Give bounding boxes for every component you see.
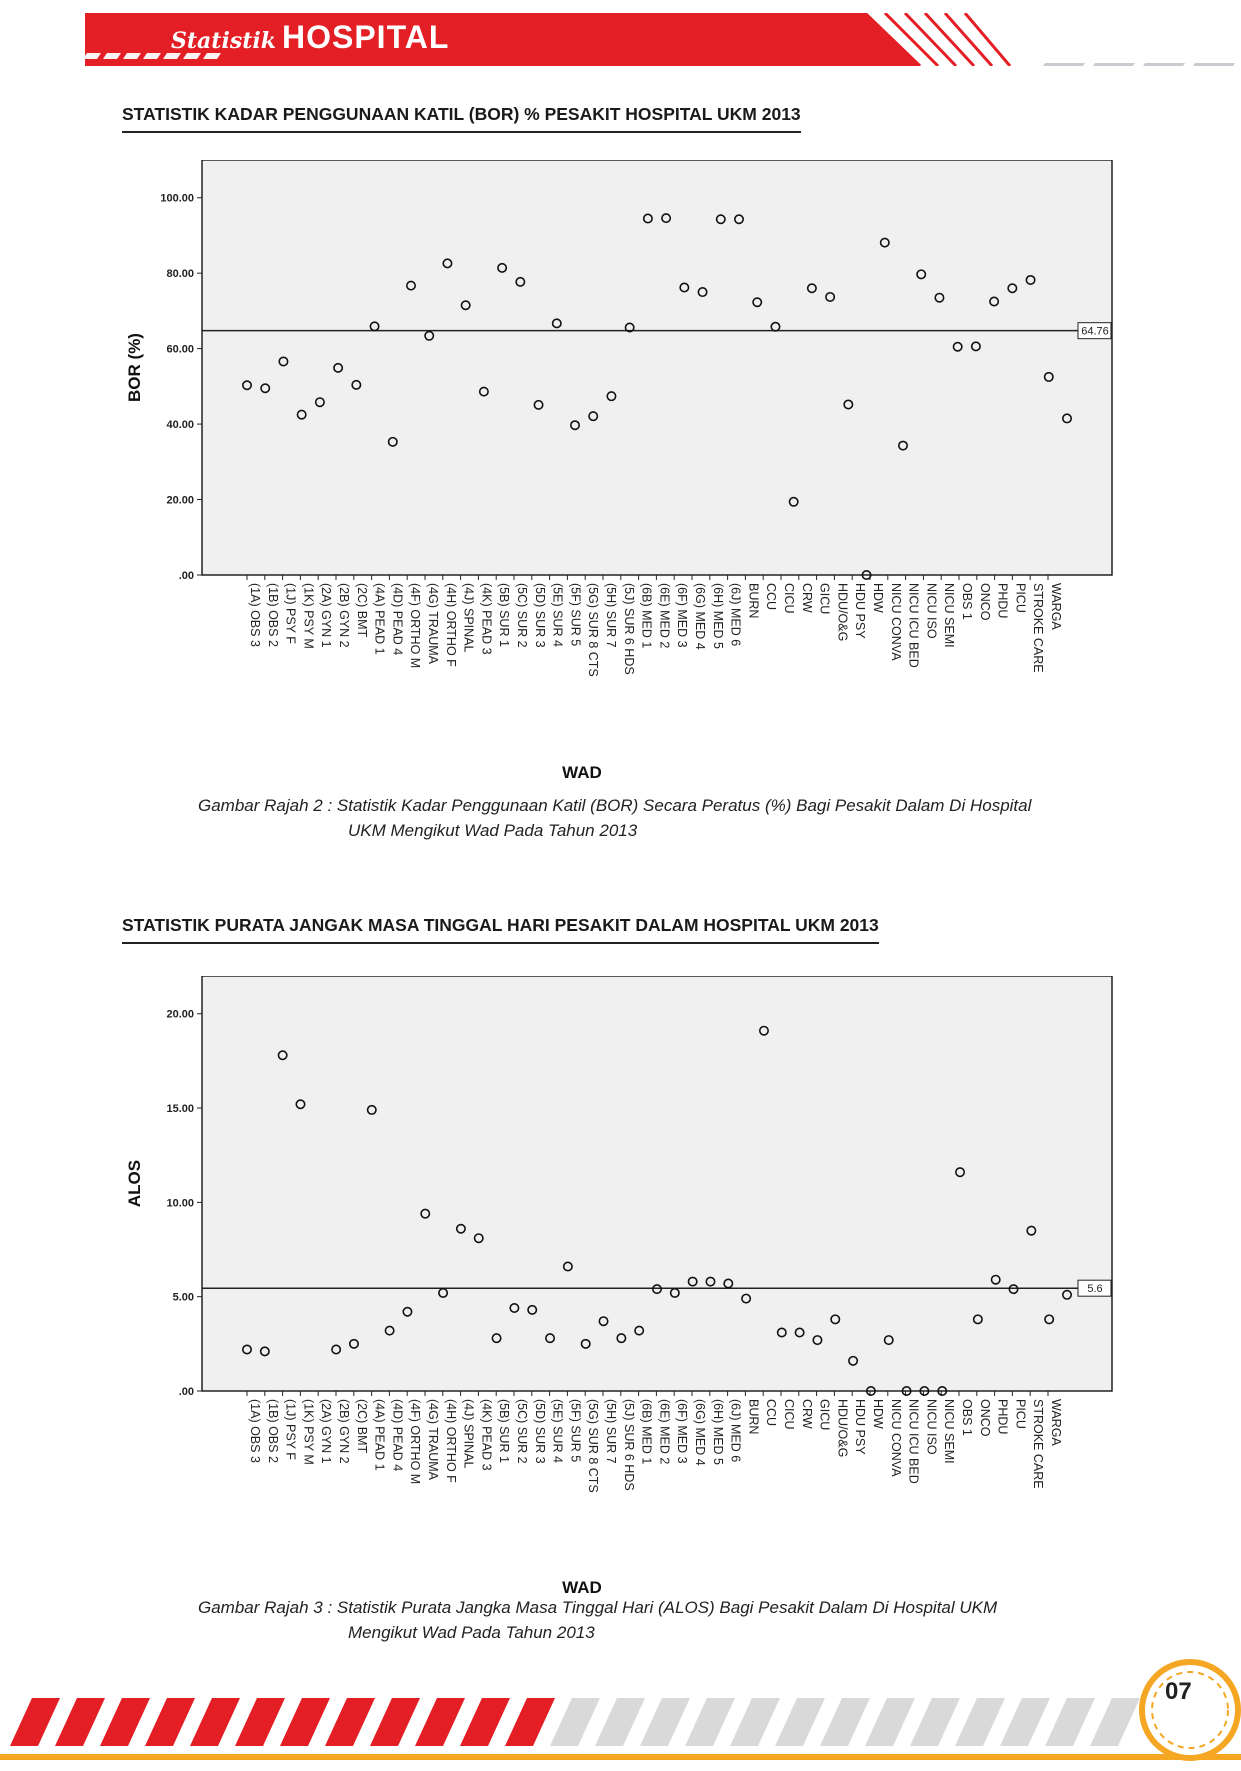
alos-xtick-label: (4H) ORTHO F [443, 1399, 458, 1483]
page-header [85, 13, 1241, 66]
bor-xtick-label: (4F) ORTHO M [408, 583, 423, 669]
alos-y-axis-title: ALOS [125, 1159, 144, 1208]
bor-y-axis-title: BOR (%) [125, 333, 144, 402]
bor-chart [0, 160, 1241, 780]
alos-ytick-label: 20.00 [166, 1008, 194, 1021]
alos-xtick-label: (4J) SPINAL [461, 1399, 476, 1469]
bor-xtick-label: (4G) TRAUMA [426, 583, 440, 665]
bor-ytick-label: 80.00 [166, 268, 194, 281]
alos-xtick-label: OBS 1 [960, 1399, 974, 1436]
alos-ytick-label: 15.00 [166, 1103, 194, 1116]
alos-caption-line1: Gambar Rajah 3 : Statistik Purata Jangka Masa Tinggal Hari (ALOS) Bagi Pesakit Dalam Di Hospital UKM [198, 1598, 998, 1617]
alos-xtick-label: (6J) MED 6 [728, 1399, 743, 1463]
bor-xtick-label: BURN [746, 583, 761, 619]
bor-xtick-label: (1A) OBS 3 [248, 583, 262, 647]
alos-ytick-label: .00 [178, 1386, 194, 1398]
alos-xtick-label: HDW [871, 1399, 885, 1429]
bor-chart-svg [0, 160, 1241, 780]
bor-xtick-label: HDU PSY [853, 583, 868, 639]
page-number: 07 [1165, 1678, 1192, 1705]
alos-xtick-label: WARGA [1049, 1399, 1063, 1446]
alos-xtick-label: (4F) ORTHO M [408, 1399, 423, 1485]
alos-xtick-label: STROKE CARE [1031, 1399, 1046, 1489]
bor-xtick-label: (5F) SUR 5 [568, 583, 583, 647]
alos-xtick-label: (6G) MED 4 [693, 1399, 707, 1466]
alos-xtick-label: (1A) OBS 3 [248, 1399, 262, 1463]
alos-xtick-label: CICU [782, 1399, 796, 1430]
footer-banner [0, 1658, 1241, 1766]
bor-xtick-label: GICU [817, 583, 832, 615]
alos-xtick-label: ONCO [977, 1399, 992, 1437]
alos-caption-line2: Mengikut Wad Pada Tahun 2013 [348, 1623, 595, 1642]
alos-xtick-label: HDU PSY [853, 1399, 868, 1455]
alos-xtick-label: HDU/O&G [835, 1399, 850, 1458]
bor-xtick-label: (5D) SUR 3 [532, 583, 547, 648]
bor-xtick-label: (5J) SUR 6 HDS [621, 583, 636, 675]
alos-xtick-label: CRW [799, 1399, 814, 1429]
bor-xtick-label: CCU [764, 583, 779, 611]
alos-xtick-label: (6B) MED 1 [639, 1399, 654, 1465]
alos-xtick-label: (5J) SUR 6 HDS [621, 1399, 636, 1491]
bor-caption-line1: Gambar Rajah 2 : Statistik Kadar Penggunaan Katil (BOR) Secara Peratus (%) Bagi Pesakit Dalam Di Hospital [198, 796, 1032, 815]
alos-xtick-label: (4K) PEAD 3 [479, 1399, 494, 1471]
alos-xtick-label: (5F) SUR 5 [568, 1399, 583, 1463]
bor-xtick-label: (4A) PEAD 1 [372, 583, 387, 655]
bor-xtick-label: (1J) PSY F [283, 583, 298, 644]
alos-xtick-label: (4G) TRAUMA [426, 1399, 440, 1481]
brand-title: HOSPITAL [281, 19, 450, 55]
alos-xtick-label: (6E) MED 2 [657, 1399, 672, 1465]
alos-caption [198, 1595, 997, 1645]
bor-ytick-label: 60.00 [166, 343, 194, 356]
bor-xtick-label: (2B) GYN 2 [337, 583, 351, 648]
bor-xtick-label: NICU CONVA [888, 583, 903, 661]
bor-xtick-label: HDW [871, 583, 885, 613]
bor-xtick-label: STROKE CARE [1031, 583, 1046, 673]
bor-xtick-label: (6B) MED 1 [639, 583, 654, 649]
alos-xtick-label: (2B) GYN 2 [337, 1399, 351, 1464]
alos-xtick-label: (6F) MED 3 [675, 1399, 690, 1464]
alos-xtick-label: CCU [764, 1399, 779, 1427]
alos-xtick-label: (5G) SUR 8 CTS [586, 1399, 601, 1493]
alos-plot-area [202, 976, 1112, 1391]
bor-ytick-label: 100.00 [160, 192, 194, 205]
alos-ytick-label: 10.00 [166, 1197, 194, 1210]
bor-xtick-label: CICU [782, 583, 796, 614]
alos-xtick-label: GICU [817, 1399, 832, 1431]
bor-xtick-label: (6J) MED 6 [728, 583, 743, 647]
bor-xtick-label: (1B) OBS 2 [265, 583, 280, 647]
bor-xtick-label: PICU [1013, 583, 1028, 613]
alos-xtick-label: NICU CONVA [888, 1399, 903, 1477]
bor-xtick-label: (5B) SUR 1 [497, 583, 512, 647]
alos-xtick-label: (1K) PSY M [301, 1399, 316, 1465]
alos-xtick-label: (4A) PEAD 1 [372, 1399, 387, 1471]
alos-xtick-label: PHDU [995, 1399, 1010, 1435]
bor-xtick-label: (5H) SUR 7 [604, 583, 618, 648]
alos-xtick-label: (5E) SUR 4 [550, 1399, 565, 1463]
alos-xtick-label: (5H) SUR 7 [604, 1399, 618, 1464]
bor-xtick-label: (2A) GYN 1 [319, 583, 334, 648]
alos-x-axis-title: WAD [562, 1578, 602, 1596]
bor-xtick-label: (6E) MED 2 [657, 583, 672, 649]
alos-xtick-label: (4D) PEAD 4 [390, 1399, 405, 1472]
alos-reference-label: 5.6 [1087, 1283, 1103, 1296]
alos-xtick-label: (1J) PSY F [283, 1399, 298, 1460]
bor-reference-label: 64.76 [1081, 325, 1109, 338]
alos-chart [0, 976, 1241, 1596]
alos-xtick-label: NICU SEMI [942, 1399, 957, 1464]
bor-xtick-label: (6H) MED 5 [710, 583, 725, 649]
bor-xtick-label: (4K) PEAD 3 [479, 583, 494, 655]
alos-xtick-label: (5C) SUR 2 [515, 1399, 529, 1464]
alos-xtick-label: (6H) MED 5 [710, 1399, 725, 1465]
bor-xtick-label: (1K) PSY M [301, 583, 316, 649]
bor-xtick-label: (6G) MED 4 [693, 583, 707, 650]
alos-xtick-label: (5B) SUR 1 [497, 1399, 512, 1463]
bor-xtick-label: HDU/O&G [835, 583, 850, 642]
alos-xtick-label: (2C) BMT [354, 1399, 369, 1454]
bor-xtick-label: NICU SEMI [942, 583, 957, 648]
bor-caption-line2: UKM Mengikut Wad Pada Tahun 2013 [348, 821, 638, 840]
alos-xtick-label: NICU ICU BED [906, 1399, 921, 1484]
alos-xtick-label: (1B) OBS 2 [265, 1399, 280, 1463]
bor-xtick-label: ONCO [977, 583, 992, 621]
page-footer [0, 1658, 1241, 1766]
bor-ytick-label: 40.00 [166, 419, 194, 432]
bor-xtick-label: (5C) SUR 2 [515, 583, 529, 648]
bor-xtick-label: (5G) SUR 8 CTS [586, 583, 601, 677]
bor-ytick-label: 20.00 [166, 494, 194, 507]
alos-ytick-label: 5.00 [172, 1291, 194, 1304]
brand-logo [171, 19, 449, 56]
bor-ytick-label: .00 [178, 570, 194, 582]
bor-xtick-label: NICU ICU BED [906, 583, 921, 668]
bor-xtick-label: (4D) PEAD 4 [390, 583, 405, 656]
bor-xtick-label: OBS 1 [960, 583, 974, 620]
bor-xtick-label: (4J) SPINAL [461, 583, 476, 653]
bor-section-title: STATISTIK KADAR PENGGUNAAN KATIL (BOR) % PESAKIT HOSPITAL UKM 2013 [122, 104, 801, 133]
alos-xtick-label: BURN [746, 1399, 761, 1435]
bor-xtick-label: WARGA [1049, 583, 1063, 630]
bor-xtick-label: (6F) MED 3 [675, 583, 690, 648]
alos-xtick-label: PICU [1013, 1399, 1028, 1429]
bor-caption [198, 793, 1031, 843]
bor-xtick-label: (5E) SUR 4 [550, 583, 565, 647]
alos-xtick-label: (5D) SUR 3 [532, 1399, 547, 1464]
bor-xtick-label: (4H) ORTHO F [443, 583, 458, 667]
alos-xtick-label: NICU ISO [924, 1399, 939, 1455]
bor-x-axis-title: WAD [562, 763, 602, 780]
alos-xtick-label: (2A) GYN 1 [319, 1399, 334, 1464]
brand-script: Statistik [171, 28, 276, 54]
bor-xtick-label: CRW [799, 583, 814, 613]
alos-chart-svg [0, 976, 1241, 1596]
bor-xtick-label: PHDU [995, 583, 1010, 619]
bor-plot-area [202, 160, 1112, 575]
alos-section-title: STATISTIK PURATA JANGAK MASA TINGGAL HARI PESAKIT DALAM HOSPITAL UKM 2013 [122, 915, 879, 944]
bor-xtick-label: NICU ISO [924, 583, 939, 639]
bor-xtick-label: (2C) BMT [354, 583, 369, 638]
